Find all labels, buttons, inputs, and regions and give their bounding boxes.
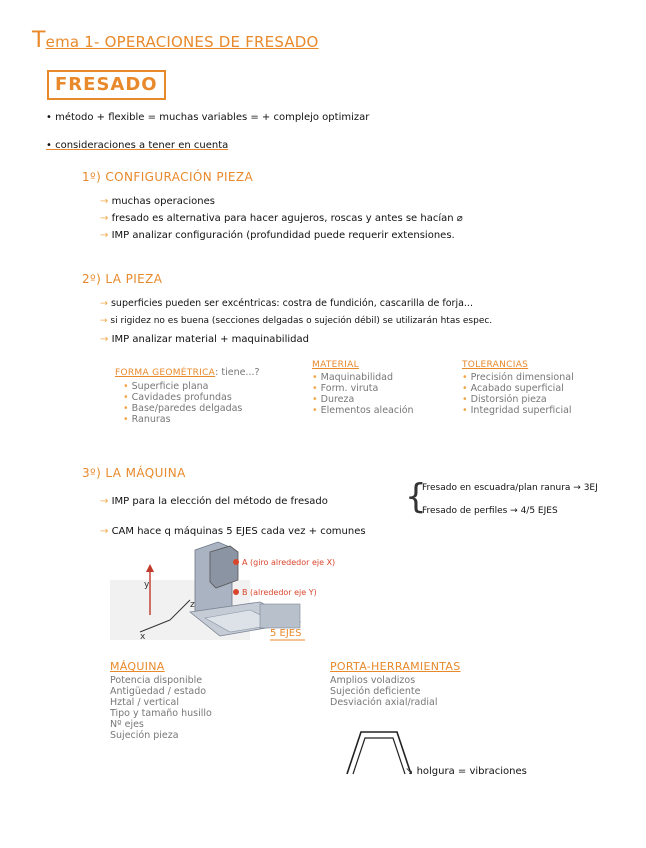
list-item: Potencia disponible <box>110 675 203 686</box>
col-forma-aside: : tiene...? <box>215 367 260 378</box>
rot-b-marker-icon <box>233 589 239 595</box>
list-item: • Precisión dimensional <box>462 372 574 383</box>
diagram-caption: 5 EJES <box>270 628 302 639</box>
sec3-line-2: → CAM hace q máquinas 5 EJES cada vez + comunes <box>100 526 366 537</box>
col-tolerancias-title: TOLERANCIAS <box>462 360 529 370</box>
col-forma <box>115 360 260 425</box>
machine-head <box>210 546 238 588</box>
arrow-icon: → <box>100 196 112 207</box>
arrow-icon: → <box>100 526 112 537</box>
list-item: • Ranuras <box>123 414 171 425</box>
sec1-line-3: → IMP analizar configuración (profundidad puede requerir extensiones. <box>100 230 455 241</box>
brace-icon: { <box>405 477 427 517</box>
rot-a-marker-icon <box>233 559 239 565</box>
sec3-heading: 3º) LA MÁQUINA <box>82 466 186 480</box>
list-item: • Base/paredes delgadas <box>123 403 243 414</box>
diagram-label-a: A (giro alrededor eje X) <box>242 558 336 567</box>
col-tolerancias <box>462 360 574 416</box>
axis-y-arrow-icon <box>146 564 154 572</box>
list-item: • Acabado superficial <box>462 383 564 394</box>
brace-top: Fresado en escuadra/plan ranura → 3EJ <box>422 483 598 493</box>
machine-cabinet <box>260 604 300 628</box>
list-item: Desviación axial/radial <box>330 697 438 708</box>
list-item: • Form. viruta <box>312 383 379 394</box>
page-title <box>32 28 319 53</box>
sec2-line-2: → si rigidez no es buena (secciones delgadas o sujeción débil) se utilizarán htas espec. <box>100 316 493 326</box>
axis-x-label: x <box>140 632 146 642</box>
list-item: • Cavidades profundas <box>123 392 232 403</box>
sec3-line-1: → IMP para la elección del método de fresado <box>100 496 328 507</box>
arrow-icon: → <box>100 334 112 345</box>
arrow-icon: → <box>100 213 112 224</box>
list-item: • Superficie plana <box>123 381 209 392</box>
col-portaherramientas <box>330 660 461 708</box>
brace-bottom: Fresado de perfiles → 4/5 EJES <box>422 506 558 516</box>
holgura-note: ↘ holgura = vibraciones <box>405 766 527 777</box>
arrow-icon: → <box>100 316 111 326</box>
list-item: • Elementos aleación <box>312 405 414 416</box>
list-item: • Integridad superficial <box>462 405 572 416</box>
sec2-line-1: → superficies pueden ser excéntricas: costra de fundición, cascarilla de forja... <box>100 298 473 309</box>
col-material <box>312 360 414 416</box>
axis-y-label: y <box>144 580 150 590</box>
axis-z-label: z <box>190 600 195 610</box>
list-item: Tipo y tamaño husillo <box>110 708 212 719</box>
col-forma-title: FORMA GEOMÉTRICA <box>115 368 216 378</box>
considerations-line: • consideraciones a tener en cuenta <box>46 140 229 151</box>
sec2-line-3: → IMP analizar material + maquinabilidad <box>100 334 309 345</box>
sec1-line-1: → muchas operaciones <box>100 196 215 207</box>
col-maquina-title: MÁQUINA <box>110 660 165 673</box>
section-box: FRESADO <box>47 70 166 100</box>
title-text: ema 1- OPERACIONES DE FRESADO <box>45 33 319 51</box>
arrow-icon: → <box>100 230 112 241</box>
sec2-heading: 2º) LA PIEZA <box>82 272 163 286</box>
list-item: • Dureza <box>312 394 355 405</box>
list-item: Amplios voladizos <box>330 675 416 686</box>
list-item: Hztal / vertical <box>110 697 179 708</box>
arrow-icon: ↘ <box>405 766 417 777</box>
col-porta-title: PORTA-HERRAMIENTAS <box>330 660 461 673</box>
list-item: Antigüedad / estado <box>110 686 207 697</box>
list-item: • Distorsión pieza <box>462 394 547 405</box>
list-item: Sujeción deficiente <box>330 686 421 697</box>
col-material-title: MATERIAL <box>312 360 359 370</box>
sec1-line-2: → fresado es alternativa para hacer agujeros, roscas y antes se hacían ⌀ <box>100 213 463 224</box>
arrow-icon: → <box>100 496 112 507</box>
list-item: • Maquinabilidad <box>312 372 394 383</box>
list-item: Nº ejes <box>110 719 144 730</box>
diagram-label-b: B (alrededor eje Y) <box>242 588 317 597</box>
col-maquina <box>110 660 212 741</box>
title-initial: T <box>32 28 46 53</box>
intro-line: • método + flexible = muchas variables = + complejo optimizar <box>46 112 370 123</box>
tool-outline-inner <box>353 738 405 774</box>
list-item: Sujeción pieza <box>110 730 179 741</box>
sec1-heading: 1º) CONFIGURACIÓN PIEZA <box>82 170 254 184</box>
arrow-icon: → <box>100 298 111 309</box>
